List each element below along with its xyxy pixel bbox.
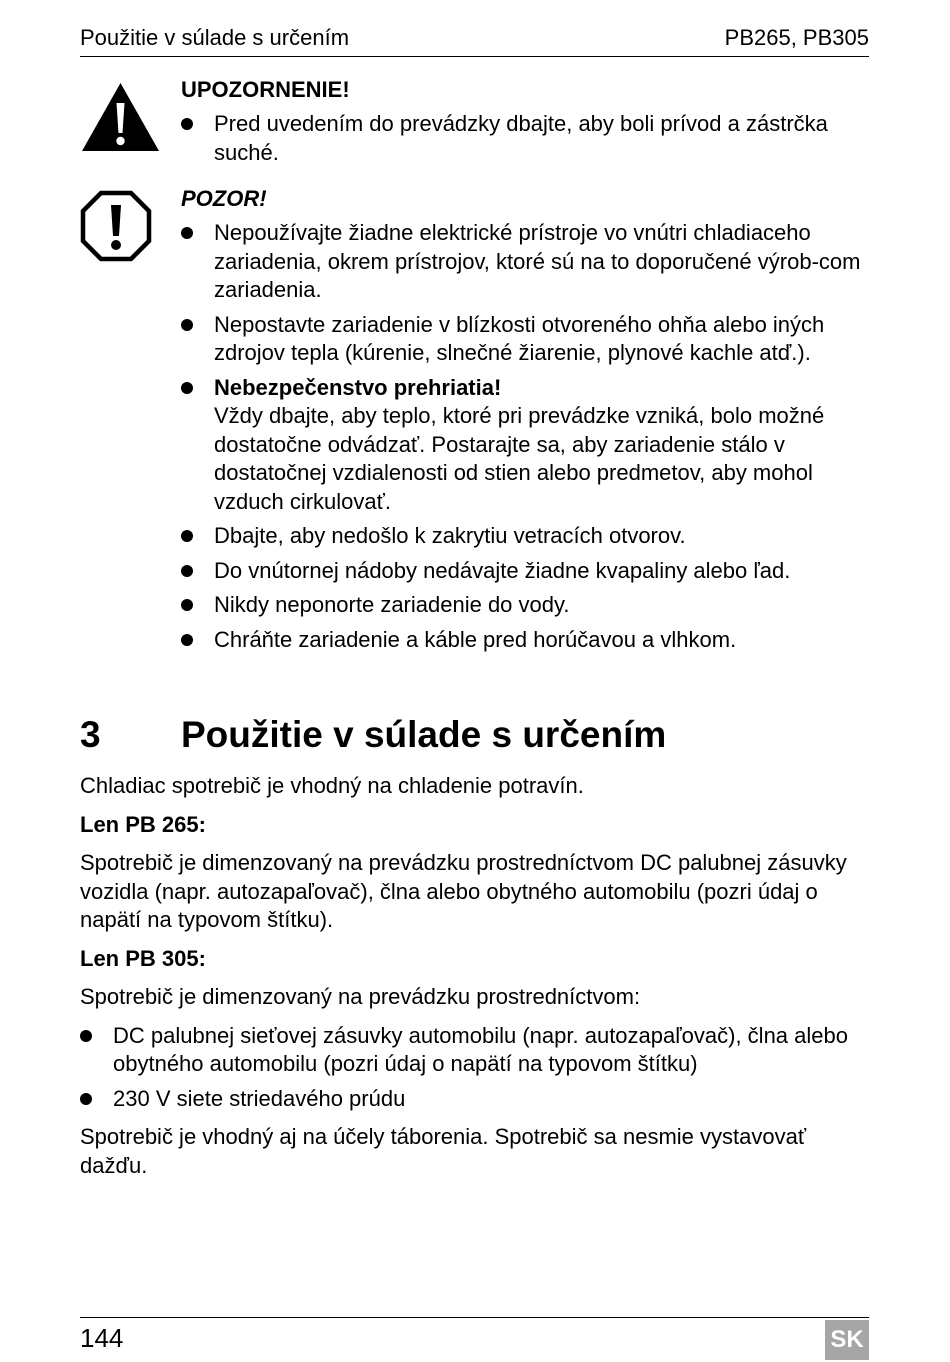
list-item	[80, 1085, 870, 1114]
list-item	[181, 591, 880, 620]
list-item	[181, 522, 880, 551]
caution-notice	[80, 185, 880, 660]
warning-triangle-icon	[80, 81, 161, 158]
caution-item-text: Do vnútornej nádoby nedávajte žiadne kvapaliny alebo ľad.	[214, 557, 791, 583]
header-divider	[80, 56, 869, 57]
closing-paragraph: Spotrebič je vhodný aj na účely táborenia. Spotrebič sa nesmie vystavovať dažďu.	[80, 1124, 807, 1178]
overheating-warning-heading: Nebezpečenstvo prehriatia!	[214, 374, 502, 400]
section-heading	[80, 712, 880, 758]
pb305-paragraph: Spotrebič je dimenzovaný na prevádzku prostredníctvom:	[80, 984, 641, 1009]
warning-notice	[80, 76, 880, 173]
header-chapter-title: Použitie v súlade s určením	[80, 25, 350, 50]
section-intro: Chladiac spotrebič je vhodný na chladenie potravín.	[80, 773, 584, 798]
caution-item-text: Chráňte zariadenie a káble pred horúčavou a vlhkom.	[214, 626, 737, 652]
caution-item-text: Nepoužívajte žiadne elektrické prístroje vo vnútri chladiaceho zariadenia, okrem prístrojov, ktoré sú na to doporučené výrob-com zariadenia.	[214, 220, 861, 302]
list-item	[181, 219, 880, 305]
caution-item-text: Nepostavte zariadenie v blízkosti otvoreného ohňa alebo iných zdrojov tepla (kúrenie, slnečné žiarenie, plynové kachle atď.).	[214, 311, 825, 365]
subheading-pb305: Len PB 305:	[80, 945, 206, 971]
list-item	[181, 110, 880, 167]
warning-list	[181, 110, 880, 167]
header-model-numbers: PB265, PB305	[724, 25, 869, 50]
bullet-dot	[181, 565, 193, 577]
bullet-dot	[80, 1030, 92, 1042]
section-title: Použitie v súlade s určením	[181, 714, 667, 755]
bullet-dot	[181, 227, 193, 239]
caution-item-text: Dbajte, aby nedošlo k zakrytiu vetracích otvorov.	[214, 523, 686, 548]
bullet-dot	[80, 1093, 92, 1105]
subheading-pb265: Len PB 265:	[80, 811, 206, 837]
power-source-text: DC palubnej sieťovej zásuvky automobilu (napr. autozapaľovač), člna alebo obytného automobilu (pozri údaj o napätí na typovom štítku)	[113, 1022, 848, 1076]
list-item	[181, 374, 880, 517]
running-header	[80, 24, 869, 52]
bullet-dot	[181, 530, 193, 542]
caution-octagon-icon	[80, 190, 152, 267]
pb265-paragraph: Spotrebič je dimenzovaný na prevádzku prostredníctvom DC palubnej zásuvky vozidla (napr. autozapaľovač), člna alebo obytného automobilu (pozri údaj o napätí na typovom štítku).	[80, 850, 847, 932]
list-item	[181, 557, 880, 586]
section-number: 3	[80, 714, 101, 755]
caution-list	[181, 219, 880, 654]
section-body	[80, 772, 870, 1190]
bullet-dot	[181, 634, 193, 646]
bullet-dot	[181, 118, 193, 130]
warning-title: UPOZORNENIE!	[181, 77, 350, 102]
caution-item-text: Vždy dbajte, aby teplo, ktoré pri prevádzke vzniká, bolo možné dostatočne odvádzať. Postarajte sa, aby zariadenie stálo v dostatočnej vzdialenosti od stien alebo predmetov, aby mohol vzduch cirkulovať.	[214, 403, 825, 514]
power-source-list	[80, 1022, 870, 1114]
footer-divider	[80, 1317, 869, 1318]
list-item	[80, 1022, 870, 1079]
bullet-dot	[181, 319, 193, 331]
list-item	[181, 311, 880, 368]
bullet-dot	[181, 599, 193, 611]
language-badge: SK	[825, 1320, 869, 1360]
warning-item-text: Pred uvedením do prevádzky dbajte, aby boli prívod a zástrčka suché.	[214, 111, 828, 165]
list-item	[181, 626, 880, 655]
power-source-text: 230 V siete striedavého prúdu	[113, 1085, 406, 1111]
bullet-dot	[181, 382, 193, 394]
caution-title: POZOR!	[181, 186, 267, 211]
caution-item-text: Nikdy neponorte zariadenie do vody.	[214, 592, 570, 617]
page-number: 144	[80, 1323, 124, 1353]
